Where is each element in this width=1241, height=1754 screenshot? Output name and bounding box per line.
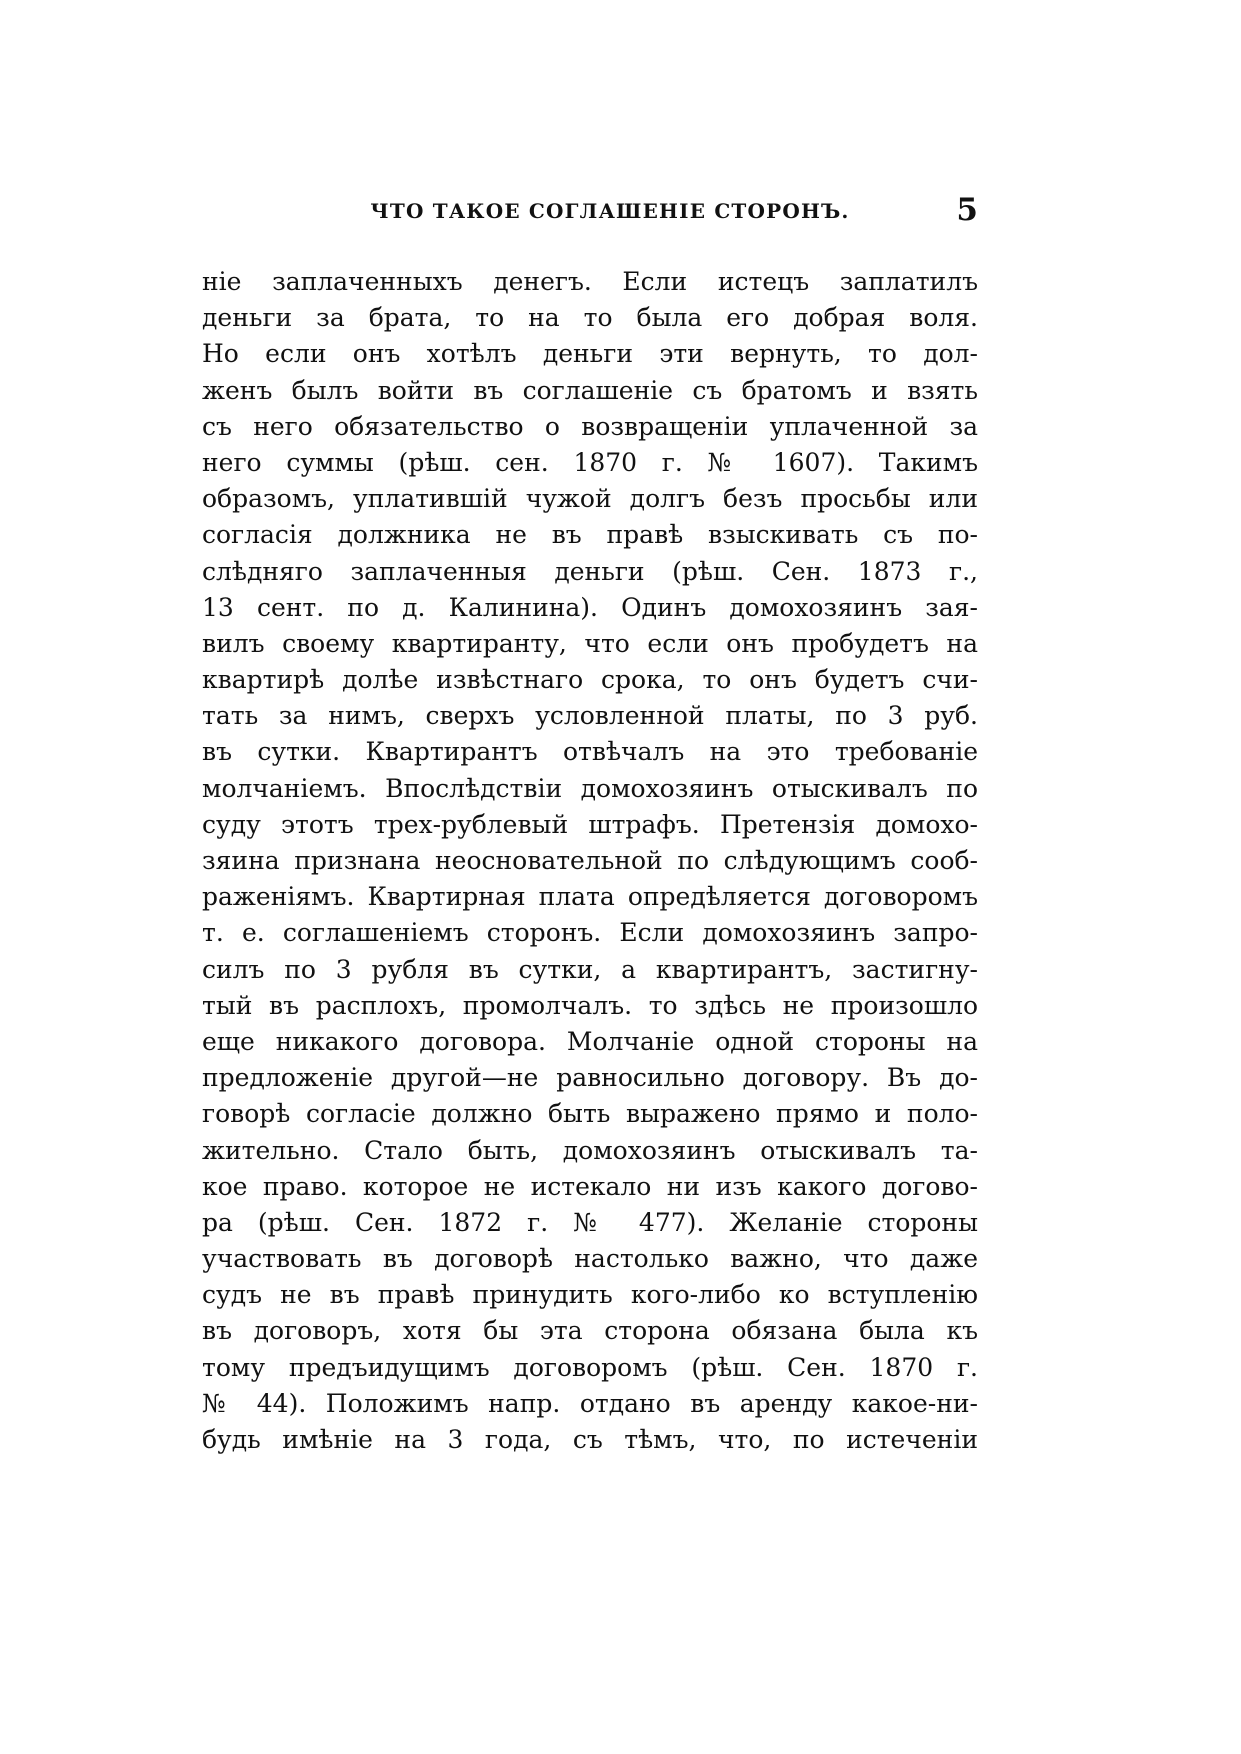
text-line: квартирѣ долѣе извѣстнаго срока, то онъ будетъ счи-	[202, 665, 978, 695]
text-line: въ сутки. Квартирантъ отвѣчалъ на это требованіе	[202, 737, 978, 767]
text-line: силъ по 3 рубля въ сутки, а квартирантъ, застигну-	[202, 954, 978, 984]
text-line: Но если онъ хотѣлъ деньги эти вернуть, то дол-	[202, 339, 978, 369]
text-line: образомъ, уплатившій чужой долгъ безъ просьбы или	[202, 484, 978, 514]
text-line: 13 сент. по д. Калинина). Одинъ домохозяинъ зая-	[202, 592, 978, 622]
text-line: предложеніе другой—не равносильно договору. Въ до-	[202, 1063, 978, 1093]
text-line: тому предъидущимъ договоромъ (рѣш. Сен. 1870 г.	[202, 1352, 978, 1382]
running-header	[202, 194, 978, 228]
text-line: судъ не въ правѣ принудить кого-либо ко вступленію	[202, 1280, 978, 1310]
text-line: тый въ расплохъ, промолчалъ. то здѣсь не произошло	[202, 990, 978, 1020]
text-line: тать за нимъ, сверхъ условленной платы, по 3 руб.	[202, 701, 978, 731]
text-line: деньги за брата, то на то была его добрая воля.	[202, 303, 978, 333]
body-text	[202, 264, 978, 1458]
text-line: съ него обязательство о возвращеніи уплаченной за	[202, 411, 978, 441]
text-line: слѣдняго заплаченныя деньги (рѣш. Сен. 1873 г.,	[202, 556, 978, 586]
text-line: суду этотъ трех-рублевый штрафъ. Претензія домохо-	[202, 809, 978, 839]
text-line: будь имѣніе на 3 года, съ тѣмъ, что, по истеченіи	[202, 1425, 978, 1454]
text-line: молчаніемъ. Впослѣдствіи домохозяинъ отыскивалъ по	[202, 773, 978, 803]
text-line: участвовать въ договорѣ настолько важно, что даже	[202, 1244, 978, 1274]
text-line: № 44). Положимъ напр. отдано въ аренду какое-ни-	[202, 1388, 978, 1418]
text-line: раженіямъ. Квартирная плата опредѣляется договоромъ	[202, 882, 978, 912]
page-number: 5	[956, 192, 978, 228]
running-title: ЧТО ТАКОЕ СОГЛАШЕНІЕ СТОРОНЪ.	[370, 199, 850, 223]
text-line: кое право. которое не истекало ни изъ какого догово-	[202, 1171, 978, 1201]
text-line: жительно. Стало быть, домохозяинъ отыскивалъ та-	[202, 1135, 978, 1165]
text-line: ра (рѣш. Сен. 1872 г. № 477). Желаніе стороны	[202, 1207, 978, 1237]
text-line: зяина признана неосновательной по слѣдующимъ сооб-	[202, 846, 978, 875]
text-line: него суммы (рѣш. сен. 1870 г. № 1607). Такимъ	[202, 447, 978, 477]
text-line: согласія должника не въ правѣ взыскивать съ по-	[202, 520, 978, 550]
text-line: т. е. соглашеніемъ сторонъ. Если домохозяинъ запро-	[202, 918, 978, 948]
text-line: вилъ своему квартиранту, что если онъ пробудетъ на	[202, 628, 978, 658]
text-line: еще никакого договора. Молчаніе одной стороны на	[202, 1026, 978, 1056]
text-line: ніе заплаченныхъ денегъ. Если истецъ заплатилъ	[202, 267, 978, 296]
text-line: говорѣ согласіе должно быть выражено прямо и поло-	[202, 1099, 978, 1129]
text-line: женъ былъ войти въ соглашеніе съ братомъ и взять	[202, 375, 978, 405]
text-line: въ договоръ, хотя бы эта сторона обязана была къ	[202, 1316, 978, 1346]
